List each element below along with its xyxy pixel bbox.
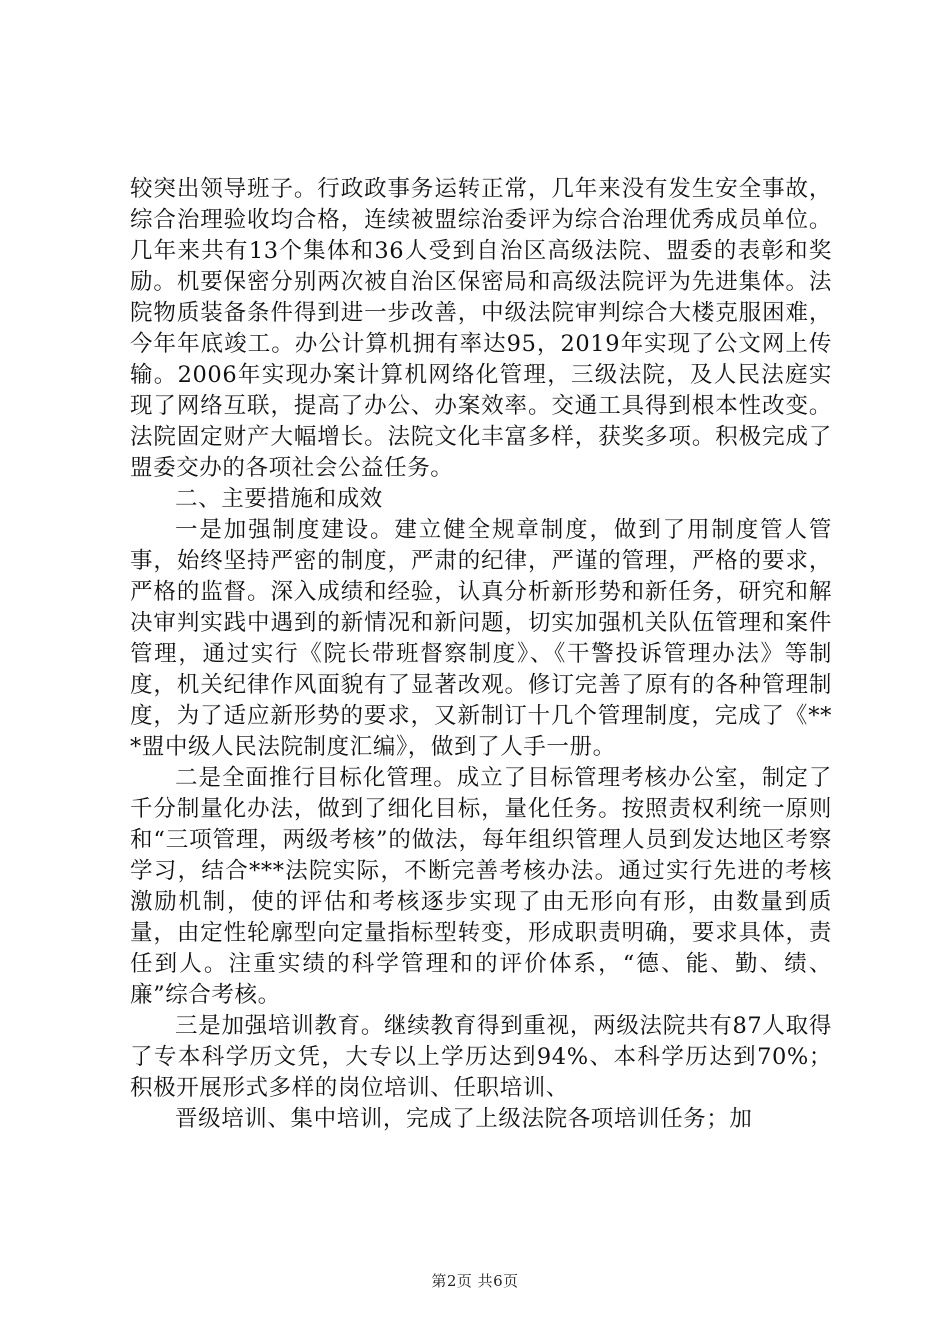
paragraph-training-continued: 晋级培训、集中培训，完成了上级法院各项培训任务；加	[175, 1106, 753, 1132]
paragraph-achievements-continued: 较突出领导班子。行政政事务运转正常，几年来没有发生安全事故，综合治理验收均合格，连续被盟综治委评为综合治理优秀成员单位。几年来共有13个集体和36人受到自治区高级法院、盟委的表彰和奖励。机要保密分别两次被自治区保密局和高级法院评为先进集体。法院物质装备条件得到进一步改善，中级法院审判综合大楼克服困难，今年年底竣工。办公计算机拥有率达95，2019年实现了公文网上传输。2006年实现办案计算机网络化管理，三级法院，及人民法庭实现了网络互联，提高了办公、办案效率。交通工具得到根本性改变。法院固定财产大幅增长。法院文化丰富多样，获奖多项。积极完成了盟委交办的各项社会公益任务。	[130, 176, 832, 481]
paragraph-target-management: 二是全面推行目标化管理。成立了目标管理考核办公室，制定了千分制量化办法，做到了细化目标，量化任务。按照责权利统一原则和“三项管理，两级考核”的做法，每年组织管理人员到发达地区考察学习，结合***法院实际，不断完善考核办法。通过实行先进的考核激励机制，使的评估和考核逐步实现了由无形向有形，由数量到质量，由定性轮廓型向定量指标型转变，形成职责明确，要求具体，责任到人。注重实绩的科学管理和的评价体系，“德、能、勤、绩、廉”综合考核。	[130, 765, 832, 1008]
document-body	[130, 174, 832, 1135]
paragraph-training-education: 三是加强培训教育。继续教育得到重视，两级法院共有87人取得了专本科学历文凭，大专以上学历达到94%、本科学历达到70%；积极开展形式多样的岗位培训、任职培训、	[130, 1013, 832, 1101]
paragraph-system-building: 一是加强制度建设。建立健全规章制度，做到了用制度管人管事，始终坚持严密的制度，严肃的纪律，严谨的管理，严格的要求，严格的监督。深入成绩和经验，认真分析新形势和新任务，研究和解决审判实践中遇到的新情况和新问题，切实加强机关队伍管理和案件管理，通过实行《院长带班督察制度》、《干警投诉管理办法》等制度，机关纪律作风面貌有了显著改观。修订完善了原有的各种管理制度，为了适应新形势的要求，又新制订十几个管理制度，完成了《***盟中级人民法院制度汇编》，做到了人手一册。	[130, 517, 832, 760]
page-number-footer: 第2页 共6页	[431, 1272, 519, 1290]
section-heading-measures: 二、主要措施和成效	[175, 486, 383, 512]
